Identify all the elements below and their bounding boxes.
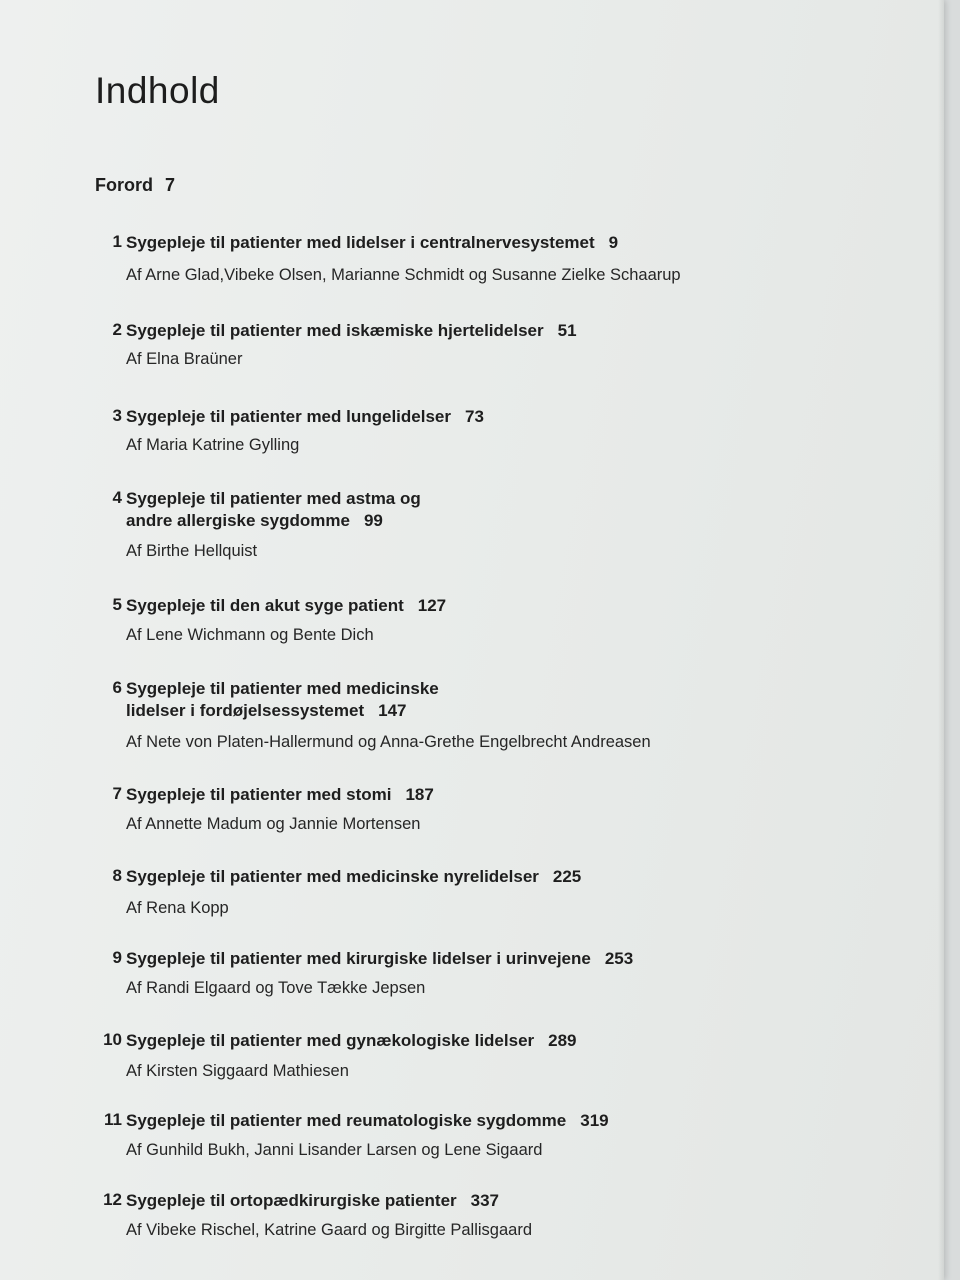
chapter-number: 3: [112, 406, 122, 425]
chapter-authors: Af Nete von Platen-Hallermund og Anna-Grethe Engelbrecht Andreasen: [126, 733, 651, 751]
chapter-page-number: 99: [363, 511, 383, 530]
chapter-page-number: 225: [552, 867, 582, 886]
chapter-title: Sygepleje til patienter med gynækologiske lidelser 289: [126, 1031, 577, 1050]
foreword-entry: [95, 175, 175, 196]
chapter-authors: Af Elna Braüner: [126, 350, 243, 368]
chapter-title: Sygepleje til patienter med iskæmiske hjertelidelser 51: [126, 321, 577, 340]
chapter-authors: Af Lene Wichmann og Bente Dich: [126, 626, 374, 644]
chapter-number: 6: [112, 678, 122, 697]
chapter-page-number: 73: [464, 407, 484, 426]
chapter-title: Sygepleje til patienter med kirurgiske lidelser i urinvejene 253: [126, 949, 634, 968]
chapter-page-number: 289: [548, 1031, 577, 1050]
chapter-authors: Af Birthe Hellquist: [126, 542, 258, 560]
chapter-authors: Af Kirsten Siggaard Mathiesen: [126, 1062, 349, 1080]
chapter-page-number: 253: [604, 949, 634, 968]
chapter-title: Sygepleje til ortopædkirurgiske patienter 337: [126, 1191, 500, 1210]
chapter-authors: Af Annette Madum og Jannie Mortensen: [126, 815, 421, 833]
chapter-title: Sygepleje til patienter med stomi 187: [126, 785, 434, 804]
chapter-title: Sygepleje til patienter med medicinske nyrelidelser 225: [126, 867, 582, 886]
chapter-number: 10: [103, 1030, 122, 1049]
chapter-number: 8: [112, 866, 122, 885]
chapter-number: 12: [103, 1190, 122, 1209]
foreword-label: Forord: [95, 175, 153, 195]
chapter-page-number: 319: [580, 1111, 609, 1130]
chapter-title: Sygepleje til patienter med reumatologiske sygdomme 319: [126, 1111, 609, 1130]
chapter-page-number: 337: [470, 1191, 500, 1210]
chapter-title: Sygepleje til den akut syge patient 127: [126, 596, 447, 615]
chapter-page-number: 127: [417, 596, 447, 615]
chapter-title: Sygepleje til patienter med lungelidelser 73: [126, 407, 484, 426]
chapter-page-number: 187: [405, 785, 434, 804]
chapter-title: Sygepleje til patienter med medicinske lidelser i fordøjelsessystemet 147: [126, 679, 439, 720]
chapter-authors: Af Rena Kopp: [126, 899, 229, 917]
chapter-title: Sygepleje til patienter med lidelser i centralnervesystemet 9: [126, 233, 619, 252]
page-title: Indhold: [95, 70, 220, 111]
chapter-authors: Af Maria Katrine Gylling: [126, 436, 300, 454]
chapter-page-number: 9: [608, 233, 619, 252]
chapter-number: 1: [112, 232, 122, 251]
chapter-authors: Af Randi Elgaard og Tove Tække Jepsen: [126, 979, 426, 997]
chapter-number: 5: [112, 595, 122, 614]
chapter-authors: Af Gunhild Bukh, Janni Lisander Larsen og Lene Sigaard: [126, 1141, 543, 1159]
chapter-page-number: 147: [378, 701, 407, 720]
chapter-authors: Af Vibeke Rischel, Katrine Gaard og Birgitte Pallisgaard: [126, 1221, 532, 1239]
chapter-number: 7: [112, 784, 122, 803]
chapter-title: Sygepleje til patienter med astma og andre allergiske sygdomme 99: [126, 489, 421, 530]
chapter-page-number: 51: [557, 321, 577, 340]
chapter-number: 11: [104, 1110, 122, 1129]
chapter-authors: Af Arne Glad,Vibeke Olsen, Marianne Schmidt og Susanne Zielke Schaarup: [126, 266, 681, 284]
chapter-number: 2: [112, 320, 122, 339]
chapter-number: 4: [112, 488, 122, 507]
foreword-page-number: 7: [165, 175, 176, 195]
chapter-number: 9: [112, 948, 122, 967]
